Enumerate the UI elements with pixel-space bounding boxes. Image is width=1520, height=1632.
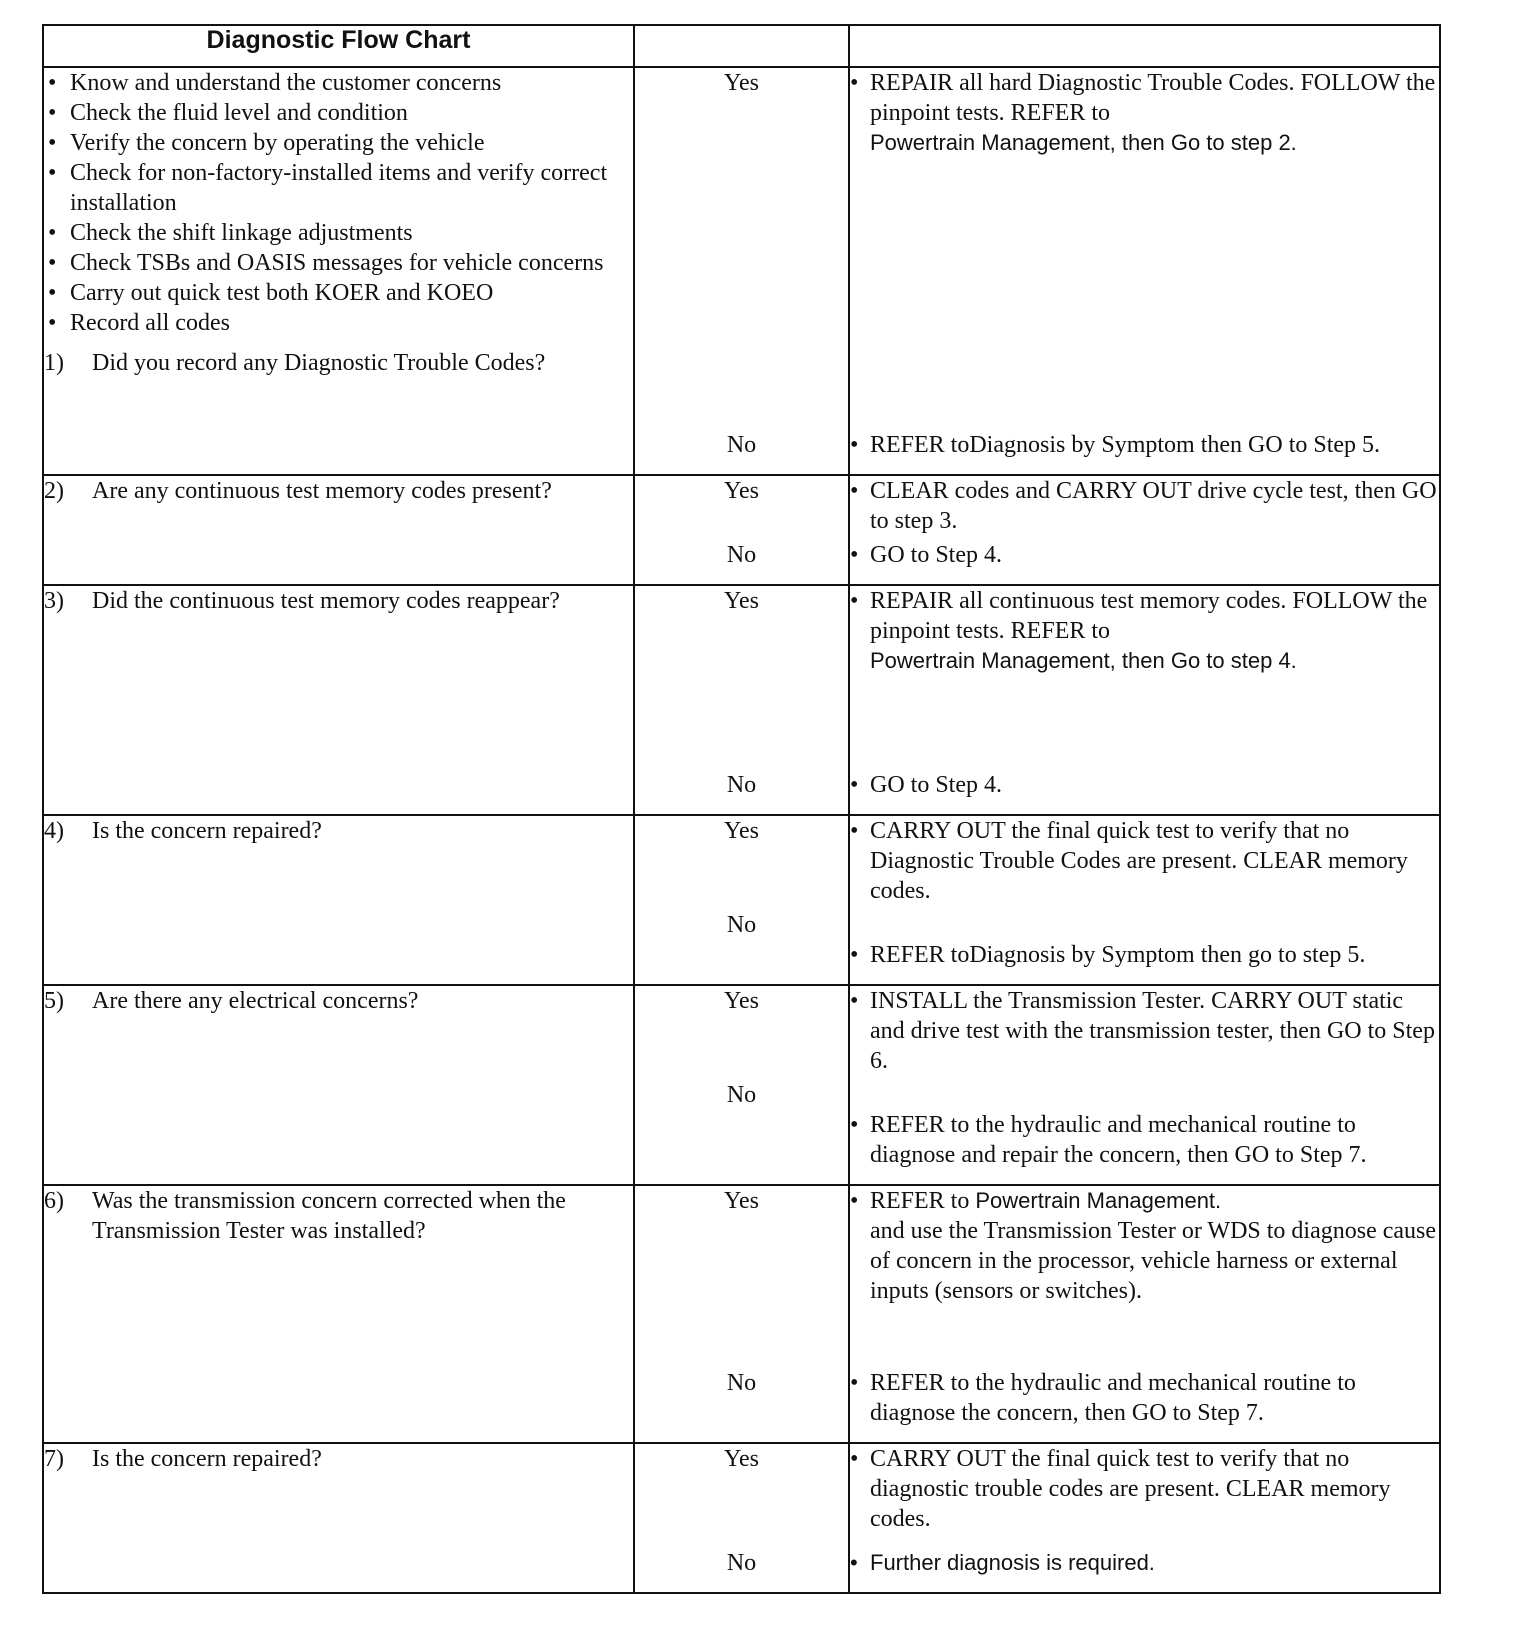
checklist-item: • Check the shift linkage adjustments [44, 218, 633, 248]
question-text: Did the continuous test memory codes reappear? [92, 588, 560, 614]
question-text: Is the concern repaired? [92, 1446, 322, 1472]
preliminary-checklist [44, 68, 633, 338]
step-1-question-cell [43, 67, 634, 475]
yes-action: • CLEAR codes and CARRY OUT drive cycle test, then GO to step 3. [850, 476, 1439, 536]
checklist-item: • Verify the concern by operating the vehicle [44, 128, 633, 158]
question-text: Was the transmission concern corrected when the Transmission Tester was installed? [92, 1188, 566, 1244]
step-row-2 [43, 475, 1440, 585]
step-5-question [44, 986, 633, 1016]
yes-action: • CARRY OUT the final quick test to verify that no Diagnostic Trouble Codes are present. CLEAR memory codes. [850, 816, 1439, 906]
step-4-question-cell [43, 815, 634, 985]
step-3-answer-cell [634, 585, 849, 815]
step-5-action-cell [849, 985, 1440, 1185]
step-number: 2) [44, 478, 64, 504]
step-3-question [44, 586, 633, 616]
diagnostic-flow-table [42, 24, 1441, 1594]
diagnostic-flow-chart-sheet [42, 24, 1439, 1594]
step-7-action-cell [849, 1443, 1440, 1593]
checklist-item: • Check the fluid level and condition [44, 98, 633, 128]
step-1-action-cell [849, 67, 1440, 475]
step-7-question-cell [43, 1443, 634, 1593]
step-2-question [44, 476, 633, 506]
step-2-answer-cell [634, 475, 849, 585]
yes-action-text: REFER to [870, 1188, 970, 1214]
no-label: No [726, 432, 757, 458]
checklist-item: • Record all codes [44, 308, 633, 338]
step-number: 7) [44, 1446, 64, 1472]
header-action-column [849, 25, 1440, 67]
no-action: • REFER to the hydraulic and mechanical routine to diagnose and repair the concern, then GO to Step 7. [850, 1110, 1439, 1170]
yes-label: Yes [724, 988, 759, 1014]
step-6-answer-cell [634, 1185, 849, 1443]
step-6-question [44, 1186, 633, 1246]
no-label: No [726, 1370, 757, 1396]
step-row-6 [43, 1185, 1440, 1443]
step-number: 6) [44, 1188, 64, 1214]
yes-label: Yes [724, 478, 759, 504]
checklist-item: • Carry out quick test both KOER and KOEO [44, 278, 633, 308]
no-label: No [726, 542, 757, 568]
yes-action-reference: Powertrain Management. [975, 1188, 1222, 1213]
step-row-4 [43, 815, 1440, 985]
yes-action [850, 586, 1439, 676]
question-text: Is the concern repaired? [92, 818, 322, 844]
no-label: No [726, 772, 757, 798]
yes-action-text: REPAIR all hard Diagnostic Trouble Codes. FOLLOW the pinpoint tests. REFER to [870, 70, 1436, 126]
no-action: • REFER to the hydraulic and mechanical routine to diagnose the concern, then GO to Step 7. [850, 1368, 1439, 1428]
step-1-answer-cell [634, 67, 849, 475]
step-4-answer-cell [634, 815, 849, 985]
step-4-question [44, 816, 633, 846]
question-text: Are there any electrical concerns? [92, 988, 419, 1014]
yes-label: Yes [724, 588, 759, 614]
no-action: • GO to Step 4. [850, 540, 1439, 570]
step-row-3 [43, 585, 1440, 815]
checklist-item: • Check TSBs and OASIS messages for vehicle concerns [44, 248, 633, 278]
no-action: • REFER toDiagnosis by Symptom then GO to Step 5. [850, 430, 1439, 460]
step-5-question-cell [43, 985, 634, 1185]
yes-action-reference: Powertrain Management, then Go to step 2. [870, 130, 1297, 155]
step-2-question-cell [43, 475, 634, 585]
step-7-answer-cell [634, 1443, 849, 1593]
yes-label: Yes [724, 818, 759, 844]
yes-action-detail: and use the Transmission Tester or WDS to diagnose cause of concern in the processor, vehicle harness or external inputs (sensors or switches). [870, 1218, 1437, 1304]
yes-label: Yes [724, 70, 759, 96]
table-title: Diagnostic Flow Chart [43, 25, 634, 67]
question-text: Did you record any Diagnostic Trouble Codes? [92, 350, 546, 376]
header-row [43, 25, 1440, 67]
no-action: • GO to Step 4. [850, 770, 1439, 800]
step-1-question [44, 348, 633, 378]
yes-action [850, 1186, 1439, 1306]
no-label: No [726, 912, 757, 938]
step-3-question-cell [43, 585, 634, 815]
step-row-7 [43, 1443, 1440, 1593]
step-row-1 [43, 67, 1440, 475]
yes-action [850, 68, 1439, 158]
step-number: 1) [44, 350, 64, 376]
step-number: 4) [44, 818, 64, 844]
yes-action: • CARRY OUT the final quick test to verify that no diagnostic trouble codes are present. CLEAR memory codes. [850, 1444, 1439, 1534]
no-action: • REFER toDiagnosis by Symptom then go to step 5. [850, 940, 1439, 970]
step-number: 3) [44, 588, 64, 614]
step-2-action-cell [849, 475, 1440, 585]
checklist-item: • Know and understand the customer concerns [44, 68, 633, 98]
step-6-question-cell [43, 1185, 634, 1443]
yes-label: Yes [724, 1188, 759, 1214]
step-5-answer-cell [634, 985, 849, 1185]
step-number: 5) [44, 988, 64, 1014]
checklist-item: • Check for non-factory-installed items and verify correct installation [44, 158, 633, 218]
no-label: No [726, 1082, 757, 1108]
yes-action: • INSTALL the Transmission Tester. CARRY OUT static and drive test with the transmission tester, then GO to Step 6. [850, 986, 1439, 1076]
yes-action-reference: Powertrain Management, then Go to step 4. [870, 648, 1297, 673]
yes-action-text: REPAIR all continuous test memory codes. FOLLOW the pinpoint tests. REFER to [870, 588, 1428, 644]
step-row-5 [43, 985, 1440, 1185]
no-action: • Further diagnosis is required. [850, 1548, 1439, 1578]
question-text: Are any continuous test memory codes present? [92, 478, 552, 504]
header-answer-column [634, 25, 849, 67]
yes-label: Yes [724, 1446, 759, 1472]
step-4-action-cell [849, 815, 1440, 985]
step-6-action-cell [849, 1185, 1440, 1443]
no-label: No [726, 1550, 757, 1576]
step-3-action-cell [849, 585, 1440, 815]
step-7-question [44, 1444, 633, 1474]
